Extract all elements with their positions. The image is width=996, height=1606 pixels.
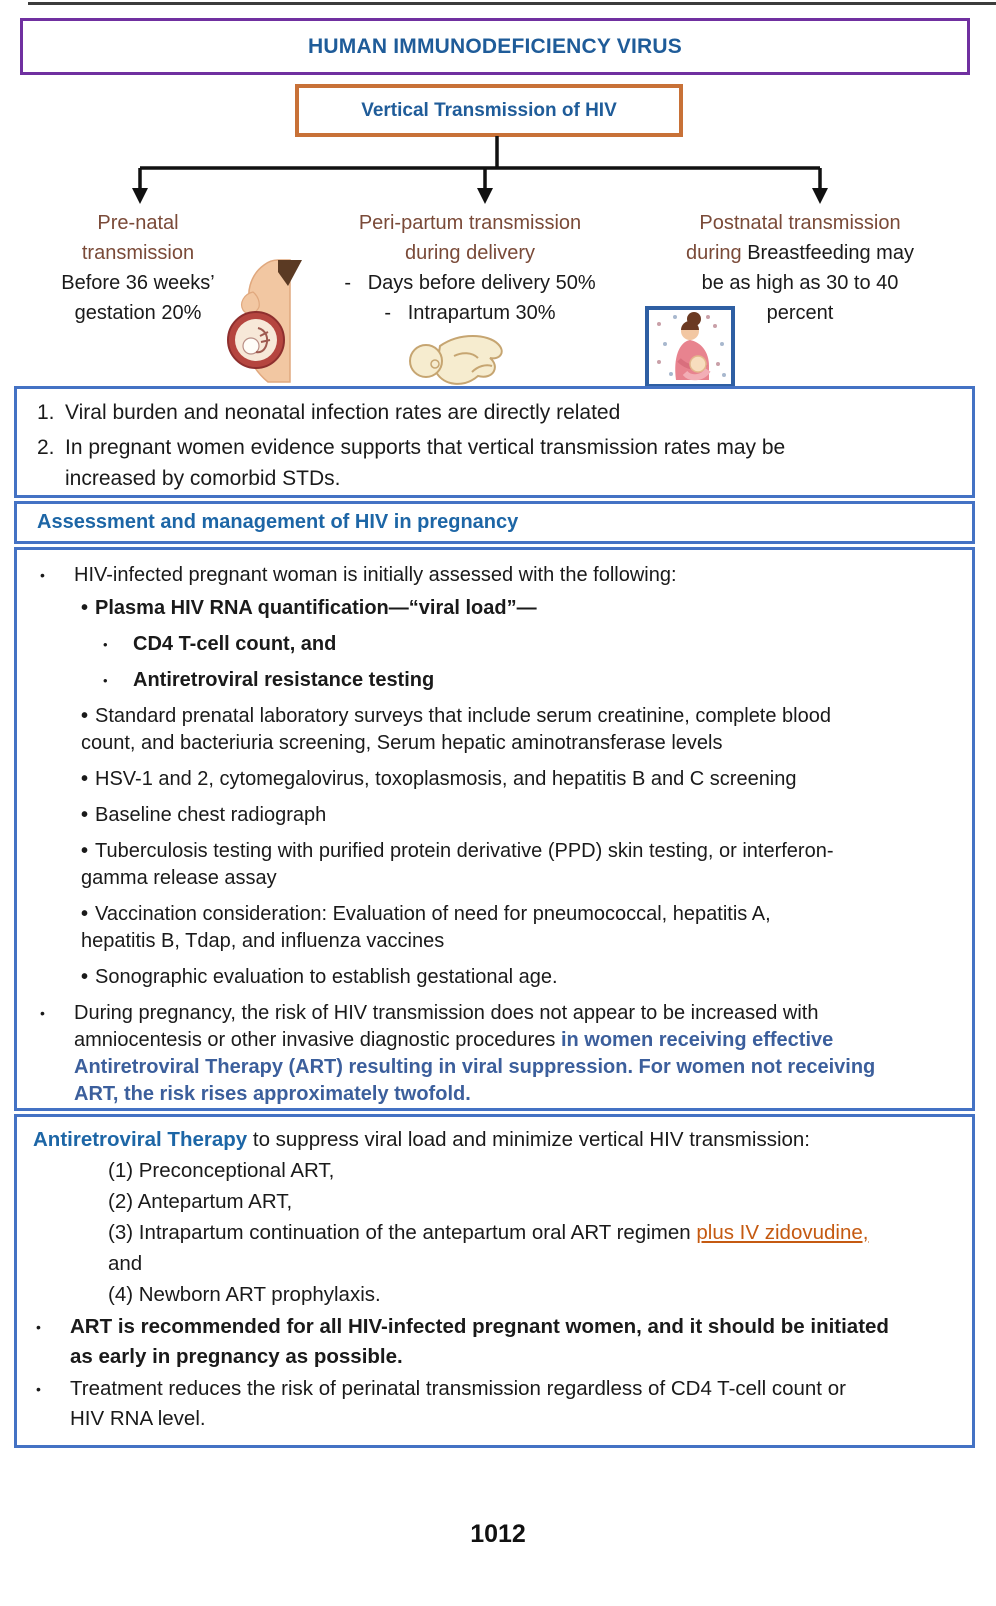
fact-item [37, 432, 948, 494]
branch-line [325, 238, 615, 268]
art-step [108, 1155, 948, 1186]
text-segment: - Days before delivery 50% [344, 272, 596, 294]
text-segment: Pre-natal [97, 212, 179, 234]
bullet-item [81, 964, 948, 991]
assessment-header: Assessment and management of HIV in pregnancy [37, 511, 519, 533]
flowchart-root-label: Vertical Transmission of HIV [361, 99, 617, 121]
fact-item [37, 397, 948, 428]
text-segment: Tuberculosis testing with purified protein derivative (PPD) skin testing, or interferon- [95, 840, 834, 862]
text-segment: (2) Antepartum ART, [108, 1190, 293, 1213]
bullet-item [103, 631, 948, 658]
text-segment: transmission [81, 242, 195, 264]
text-segment: percent [766, 302, 834, 324]
newborn-baby-icon [402, 326, 510, 388]
branch-line [325, 268, 615, 298]
text-segment: Antiretroviral Therapy [33, 1128, 248, 1151]
art-step [108, 1186, 948, 1217]
text-segment: (1) Preconceptional ART, [108, 1159, 335, 1182]
bullet-item [103, 667, 948, 694]
text-segment: During pregnancy, the risk of HIV transmission does not appear to be increased with [74, 1002, 819, 1024]
bullet-item [37, 562, 948, 589]
text-segment: (3) Intrapartum continuation of the antepartum oral ART regimen [108, 1221, 697, 1244]
text-segment: as early in pregnancy as possible. [70, 1345, 403, 1368]
key-facts-box [14, 386, 975, 498]
scan-edge-line [28, 2, 996, 5]
text-segment: during delivery [404, 242, 536, 264]
text-segment: be as high as 30 to 40 [701, 272, 899, 294]
bullet-icon: • [81, 597, 89, 619]
text-segment: Breastfeeding may [747, 242, 914, 264]
branch-line [325, 208, 615, 238]
text-segment: during [686, 242, 748, 264]
bullet-icon: • [103, 637, 108, 652]
branch-line [655, 238, 945, 268]
text-segment: CD4 T-cell count, and [133, 633, 337, 655]
bullet-item [37, 1000, 948, 1108]
page-number: 1012 [470, 1520, 526, 1548]
fact-text [65, 397, 948, 428]
art-step [108, 1279, 948, 1310]
bullet-icon: • [40, 567, 45, 583]
text-segment: Peri-partum transmission [358, 212, 582, 234]
bullet-icon: • [81, 966, 89, 988]
text-segment: hepatitis B, Tdap, and influenza vaccines [81, 930, 445, 952]
bullet-icon: • [81, 705, 89, 727]
bullet-item [81, 595, 948, 622]
text-segment: in women receiving effective [560, 1029, 834, 1051]
text-segment: HIV RNA level. [70, 1407, 206, 1430]
text-segment: Before 36 weeks’ [61, 272, 215, 294]
bullet-item [33, 1374, 948, 1434]
branch-line [325, 298, 615, 328]
text-segment: Viral burden and neonatal infection rates are directly related [65, 401, 621, 424]
text-segment: HSV-1 and 2, cytomegalovirus, toxoplasmosis, and hepatitis B and C screening [95, 768, 797, 790]
text-segment: ART, the risk rises approximately twofold. [74, 1083, 471, 1105]
text-segment: Standard prenatal laboratory surveys that include serum creatinine, complete blood [95, 705, 831, 727]
bullet-item [81, 901, 948, 955]
pregnant-woman-icon [222, 258, 304, 384]
bullet-icon: • [36, 1381, 41, 1397]
fact-text [65, 432, 948, 494]
text-segment: amniocentesis or other invasive diagnostic procedures [74, 1029, 561, 1051]
text-segment: and [108, 1252, 143, 1275]
bullet-icon: • [81, 804, 89, 826]
fact-number: 2. [37, 436, 55, 459]
text-segment: Treatment reduces the risk of perinatal transmission regardless of CD4 T-cell count or [70, 1377, 846, 1400]
text-segment: Postnatal transmission [699, 212, 901, 234]
bullet-icon: • [81, 903, 89, 925]
bullet-icon: • [36, 1319, 41, 1335]
assessment-header-box [14, 501, 975, 544]
zidovudine-link[interactable]: plus IV zidovudine, [696, 1221, 869, 1244]
text-segment: Antiretroviral resistance testing [133, 669, 435, 691]
bullet-icon: • [81, 840, 89, 862]
flowchart-connector-arrows [0, 130, 996, 210]
bullet-icon: • [40, 1005, 45, 1021]
text-segment: Antiretroviral Therapy (ART) resulting in viral suppression. For women not receiving [74, 1056, 876, 1078]
bullet-item [81, 703, 948, 757]
art-steps [108, 1155, 948, 1310]
assessment-box [14, 547, 975, 1111]
text-segment: count, and bacteriuria screening, Serum hepatic aminotransferase levels [81, 732, 723, 754]
breastfeeding-mother-icon [645, 306, 735, 388]
text-segment: ART is recommended for all HIV-infected pregnant women, and it should be initiated [70, 1315, 889, 1338]
text-segment: (4) Newborn ART prophylaxis. [108, 1283, 381, 1306]
bullet-item [81, 838, 948, 892]
branch-line [655, 268, 945, 298]
text-segment: In pregnant women evidence supports that vertical transmission rates may be [65, 436, 786, 459]
antiretroviral-therapy-box [14, 1114, 975, 1448]
text-segment: Baseline chest radiograph [95, 804, 327, 826]
art-step [108, 1217, 948, 1279]
branch-line [655, 208, 945, 238]
bullet-item [81, 766, 948, 793]
bullet-icon: • [103, 673, 108, 688]
text-segment: Plasma HIV RNA quantification—“viral load”— [95, 597, 537, 619]
fact-number: 1. [37, 401, 55, 424]
text-segment: gestation 20% [74, 302, 202, 324]
branch-line [18, 208, 258, 238]
text-segment: HIV-infected pregnant woman is initially assessed with the following: [74, 564, 677, 586]
text-segment: increased by comorbid STDs. [65, 467, 341, 490]
bullet-item [33, 1312, 948, 1372]
text-segment: Vaccination consideration: Evaluation of need for pneumococcal, hepatitis A, [95, 903, 771, 925]
bullet-item [81, 802, 948, 829]
peripartum-branch [325, 208, 615, 328]
text-segment: Sonographic evaluation to establish gestational age. [95, 966, 558, 988]
text-segment: to suppress viral load and minimize vertical HIV transmission: [247, 1128, 810, 1151]
art-intro [33, 1125, 948, 1155]
title-box [20, 18, 970, 75]
page-title: HUMAN IMMUNODEFICIENCY VIRUS [308, 34, 682, 58]
text-segment: gamma release assay [81, 867, 277, 889]
text-segment: - Intrapartum 30% [384, 302, 556, 324]
bullet-icon: • [81, 768, 89, 790]
